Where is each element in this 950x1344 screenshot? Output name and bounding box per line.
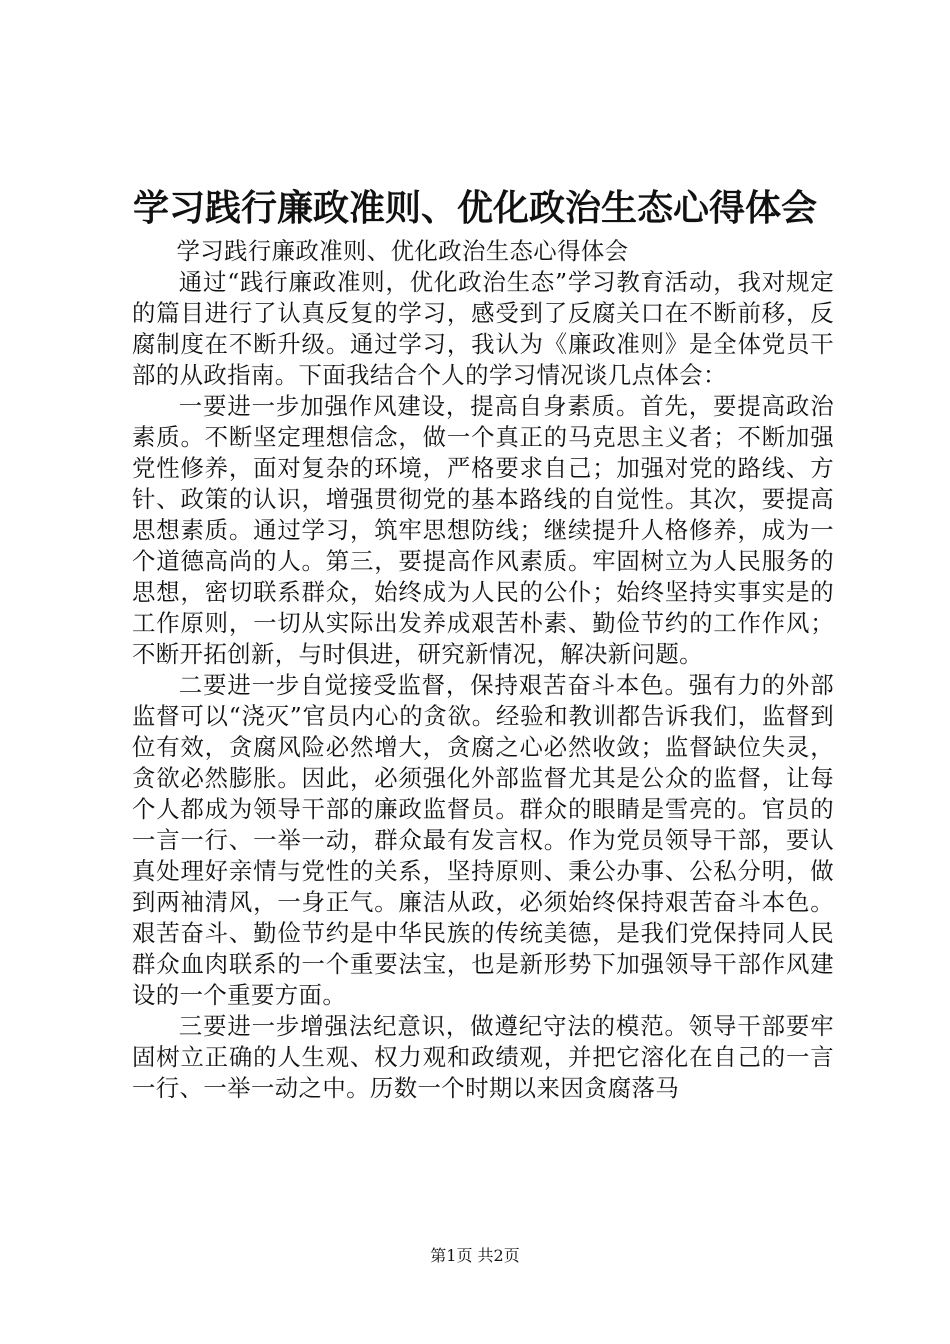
paragraph-intro: 通过“践行廉政准则，优化政治生态”学习教育活动，我对规定的篇目进行了认真反复的学习，感受到了反腐关口在不断前移，反腐制度在不断升级。通过学习，我认为《廉政准则》是全体党员干部的从政指南。下面我结合个人的学习情况谈几点体会：	[132, 268, 834, 389]
document-title: 学习践行廉政准则、优化政治生态心得体会	[132, 187, 817, 229]
document-subtitle: 学习践行廉政准则、优化政治生态心得体会	[176, 237, 629, 265]
page-number-footer: 第1页 共2页	[430, 1246, 520, 1265]
paragraph-three: 三要进一步增强法纪意识，做遵纪守法的模范。领导干部要牢固树立正确的人生观、权力观和政绩观，并把它溶化在自己的一言一行、一举一动之中。历数一个时期以来因贪腐落马	[132, 1012, 834, 1102]
paragraph-one: 一要进一步加强作风建设，提高自身素质。首先，要提高政治素质。不断坚定理想信念，做一个真正的马克思主义者；不断加强党性修养，面对复杂的环境，严格要求自己；加强对党的路线、方针、政策的认识，增强贯彻党的基本路线的自觉性。其次，要提高思想素质。通过学习，筑牢思想防线；继续提升人格修养，成为一个道德高尚的人。第三，要提高作风素质。牢固树立为人民服务的思想，密切联系群众，始终成为人民的公仆；始终坚持实事实是的工作原则，一切从实际出发养成艰苦朴素、勤俭节约的工作作风；不断开拓创新，与时俱进，研究新情况，解决新问题。	[132, 392, 834, 668]
document-body	[132, 236, 834, 1104]
paragraph-two: 二要进一步自觉接受监督，保持艰苦奋斗本色。强有力的外部监督可以“浇灭”官员内心的贪欲。经验和教训都告诉我们，监督到位有效，贪腐风险必然增大，贪腐之心必然收敛；监督缺位失灵，贪欲必然膨胀。因此，必须强化外部监督尤其是公众的监督，让每个人都成为领导干部的廉政监督员。群众的眼睛是雪亮的。官员的一言一行、一举一动，群众最有发言权。作为党员领导干部，要认真处理好亲情与党性的关系，坚持原则、秉公办事、公私分明，做到两袖清风，一身正气。廉洁从政，必须始终保持艰苦奋斗本色。艰苦奋斗、勤俭节约是中华民族的传统美德，是我们党保持同人民群众血肉联系的一个重要法宝，也是新形势下加强领导干部作风建设的一个重要方面。	[132, 671, 834, 1009]
